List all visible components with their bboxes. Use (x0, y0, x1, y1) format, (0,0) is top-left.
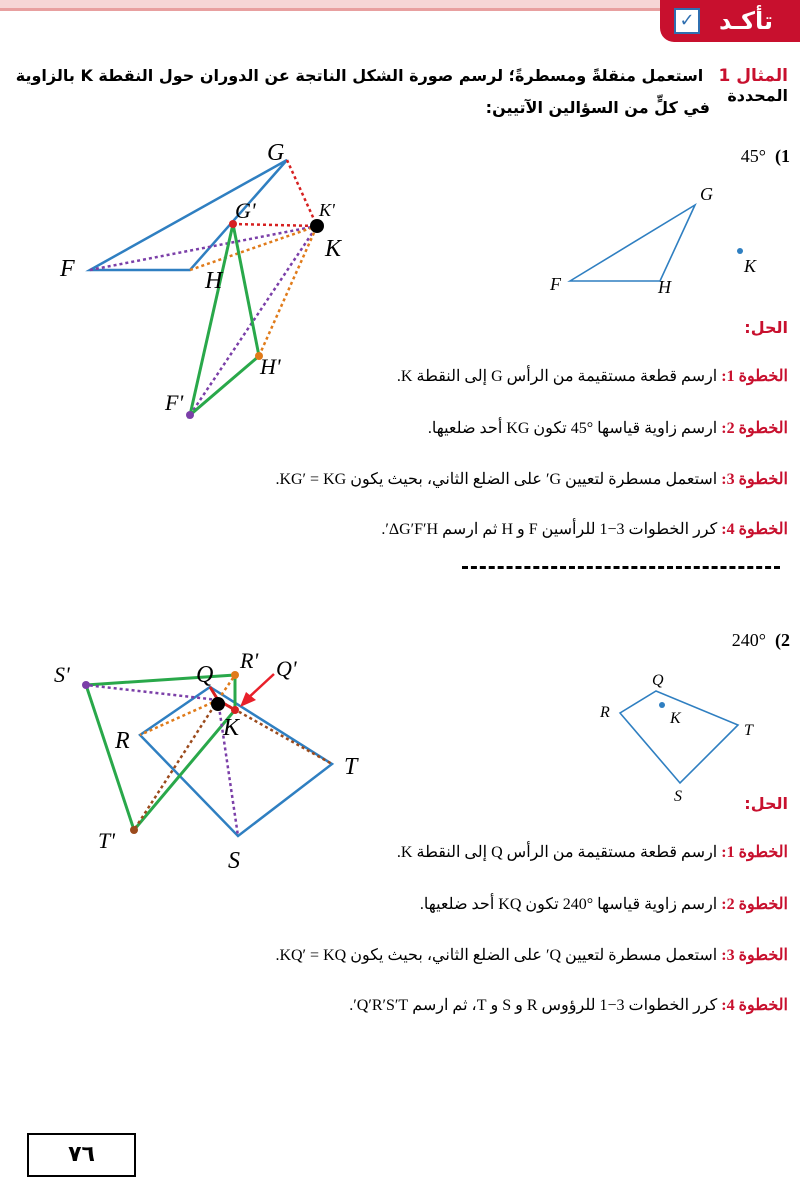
checkbox-icon: ✓ (674, 8, 700, 34)
q1-triangle-fgh (90, 160, 287, 270)
q1-seg-kg-prime (233, 224, 317, 226)
q2-step-1-label: الخطوة 1: (721, 844, 788, 861)
q2-label-k: K (223, 715, 240, 741)
q1-header (640, 146, 790, 167)
q1-label-f: F (60, 256, 75, 282)
page-number: ٧٦ (27, 1133, 136, 1177)
q2-step-2-label: الخطوة 2: (721, 896, 788, 913)
q2-solution-label: الحل: (744, 794, 788, 813)
q1-small-figure (540, 175, 780, 300)
q2-step-1-text: ارسم قطعة مستقيمة من الرأس Q إلى النقطة K. (396, 844, 718, 861)
q1-small-label-f: F (550, 274, 561, 294)
badge-title: تأكـد (718, 7, 774, 35)
q1-small-label-g: G (700, 184, 713, 204)
q2-step-4-label: الخطوة 4: (721, 997, 788, 1014)
q1-step-3 (100, 469, 788, 489)
q2-label-t-prime: T' (98, 828, 115, 853)
q2-small-label-q: Q (652, 672, 664, 689)
q2-label-q-prime: Q' (276, 656, 297, 681)
q1-rotation-figure (55, 130, 375, 435)
q1-step-2 (270, 418, 788, 438)
q1-small-point-k (737, 248, 743, 254)
section-divider (462, 566, 780, 569)
q2-small-figure (560, 665, 780, 805)
q2-small-label-r: R (600, 704, 610, 721)
q2-label-r-prime: R' (240, 648, 259, 673)
q1-label-f-prime: F' (165, 390, 184, 415)
q2-small-label-s: S (674, 788, 682, 805)
q1-label-g: G (267, 140, 285, 166)
q1-small-label-h: H (658, 277, 671, 297)
q2-angle: 240° (731, 630, 766, 650)
example-text-2: في كلٍّ من السؤالين الآتيين: (485, 98, 710, 117)
q2-step-2 (280, 894, 788, 914)
q2-header (620, 630, 790, 651)
q2-small-label-t: T (744, 722, 753, 739)
q2-small-label-k: K (670, 710, 681, 727)
q1-label-k: K (325, 236, 342, 262)
q1-label-k-prime: K' (319, 200, 335, 220)
q1-point-f-prime (186, 411, 194, 419)
q1-label-h: H (205, 268, 223, 294)
q1-angle: 45° (740, 146, 766, 166)
q1-step-3-text: استعمل مسطرة لتعيين G′ على الضلع الثاني، بحيث يكون KG′ = KG. (275, 471, 718, 488)
q2-small-quad (620, 691, 738, 783)
q1-step-2-text: ارسم زاوية قياسها °45 تكون KG أحد ضلعيها. (427, 420, 718, 437)
q1-step-1-text: ارسم قطعة مستقيمة من الرأس G إلى النقطة K. (396, 368, 718, 385)
q2-label-t: T (344, 754, 358, 780)
q1-small-triangle (570, 205, 695, 281)
q2-point-q-prime (231, 706, 239, 714)
example-line-1 (0, 66, 788, 105)
q1-seg-fk (90, 226, 317, 270)
q1-solution-label: الحل: (744, 318, 788, 337)
q2-seg-kt-prime (134, 700, 218, 830)
q2-point-s-prime (82, 681, 90, 689)
q2-step-4-text: كرر الخطوات 3−1 للرؤوس R و S و T، ثم ارسم Q′R′S′T′. (349, 997, 718, 1014)
q2-point-r-prime (231, 671, 239, 679)
q2-seg-kr (140, 700, 218, 735)
q1-small-label-k: K (744, 256, 757, 276)
q2-number: (2 (775, 630, 790, 650)
q1-step-3-label: الخطوة 3: (721, 471, 788, 488)
q2-point-t-prime (130, 826, 138, 834)
example-label: المثال 1 (718, 66, 788, 86)
q2-label-s: S (228, 848, 240, 874)
q1-step-1 (270, 366, 788, 386)
q1-step-4 (100, 519, 788, 539)
q2-step-3 (120, 945, 788, 965)
q1-step-2-label: الخطوة 2: (721, 420, 788, 437)
q2-point-k (211, 697, 225, 711)
q2-step-2-text: ارسم زاوية قياسها °240 تكون KQ أحد ضلعيها. (419, 896, 718, 913)
q1-step-1-label: الخطوة 1: (721, 368, 788, 385)
q1-label-g-prime: G' (235, 198, 256, 223)
q2-quad-image (86, 675, 235, 830)
q1-seg-kh-prime (259, 226, 317, 356)
q2-rotation-figure (54, 640, 380, 874)
example-text-1: استعمل منقلةً ومسطرةً؛ لرسم صورة الشكل الناتجة عن الدوران حول النقطة K بالزاوية المحددة (15, 66, 788, 105)
q1-triangle-image (190, 224, 259, 415)
q2-small-point-k (659, 702, 665, 708)
q2-step-3-text: استعمل مسطرة لتعيين Q′ على الضلع الثاني، بحيث يكون KQ′ = KQ. (275, 947, 718, 964)
q2-label-s-prime: S' (54, 662, 70, 687)
q1-step-4-label: الخطوة 4: (721, 521, 788, 538)
q1-step-4-text: كرر الخطوات 3−1 للرأسين F و H ثم ارسم ΔG′F′H′. (381, 521, 718, 538)
q2-label-q: Q (196, 662, 214, 688)
q1-seg-gk (287, 160, 317, 226)
q2-step-1 (280, 842, 788, 862)
q2-step-3-label: الخطوة 3: (721, 947, 788, 964)
q1-point-k (310, 219, 324, 233)
q2-label-r: R (115, 728, 130, 754)
q1-number: (1 (775, 146, 790, 166)
q1-label-h-prime: H' (260, 354, 281, 379)
q2-step-4 (120, 995, 788, 1015)
